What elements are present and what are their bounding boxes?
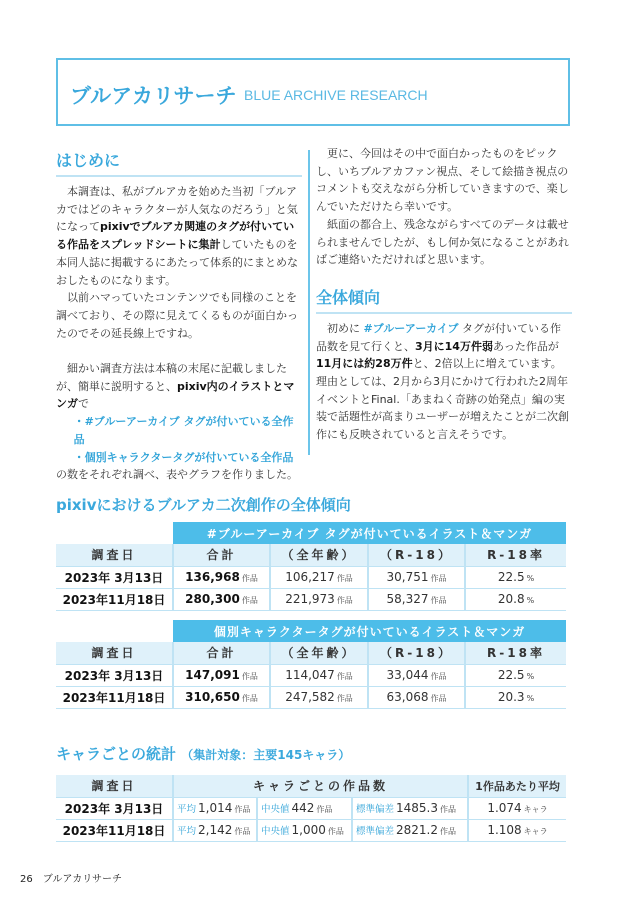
paragraph [316, 145, 572, 216]
value-cell-value: 63,068 [386, 690, 429, 704]
unit-label: 作品 [430, 596, 447, 605]
column-header [173, 642, 270, 664]
unit-label: 作品 [430, 672, 447, 681]
date-cell-value: 2023年 3月13日 [64, 570, 164, 585]
text: あった作品が [492, 339, 559, 353]
stat-cell [173, 797, 257, 819]
date-cell-value: 2023年11月18日 [62, 592, 166, 607]
unit-label: % [526, 596, 535, 605]
value-cell [465, 686, 566, 708]
stat-value: 1,014 [198, 801, 233, 815]
value-cell-value: 58,327 [386, 592, 429, 606]
unit-label: % [526, 574, 535, 583]
stat-cell [173, 819, 257, 841]
date-cell [56, 819, 173, 841]
date-cell [56, 588, 173, 610]
overall-table-2 [56, 620, 566, 709]
band-header-value: 個別キャラクタータグが付いているイラスト＆マンガ [213, 624, 526, 639]
value-cell-value: 106,217 [285, 570, 335, 584]
average-cell [468, 797, 566, 819]
column-header-value: （R-18） [380, 548, 453, 563]
unit-label: 作品 [440, 827, 457, 836]
chara-subtitle: （集計対象：主要145キャラ） [181, 748, 351, 762]
stat-label: 中央値 [261, 804, 290, 815]
value-cell [368, 588, 465, 610]
value-cell-value: 33,044 [386, 668, 429, 682]
unit-label: 作品 [241, 694, 258, 703]
column-header [465, 544, 566, 566]
unit-label: 作品 [241, 672, 258, 681]
value-cell-value: 280,300 [185, 592, 240, 606]
value-cell [465, 664, 566, 686]
unit-label: 作品 [336, 596, 353, 605]
column-header-value: R-18率 [487, 548, 545, 563]
text: 細かい調査方法は本稿の末尾に記載しましたが、簡単に説明すると、 [56, 362, 287, 393]
chara-title [56, 743, 350, 764]
bold-text: pixiv内のイラストとマンガ [56, 379, 295, 411]
table-row [56, 686, 566, 708]
date-cell [56, 664, 173, 686]
text: と、2倍以上に増えています。理由としては、2月から3月にかけて行われた2周年イベントとFinal.「あまねく奇跡の始発点」編の実装で話題性が高まりユーザーが増えたことが二次創作にも反映されていると言えそうです。 [316, 357, 569, 442]
unit-label: % [526, 672, 535, 681]
stat-value: 2821.2 [396, 823, 439, 837]
chara-table [56, 775, 566, 842]
band-header [173, 522, 566, 544]
bold-text: 3月に14万件弱 [415, 339, 493, 353]
date-cell [56, 566, 173, 588]
column-header [56, 544, 173, 566]
value-cell [173, 664, 270, 686]
tag-text: #ブルーアーカイブ [363, 321, 459, 335]
column-header [56, 642, 173, 664]
value-cell-value: 22.5 [497, 570, 525, 584]
overall-title: pixivにおけるブルアカ二次創作の全体傾向 [56, 496, 351, 514]
date-cell-value: 2023年11月18日 [62, 823, 166, 838]
chara-title-text: キャラごとの統計 [56, 745, 177, 763]
band-row [56, 620, 566, 642]
date-cell-value: 2023年 3月13日 [64, 801, 164, 816]
text: で [78, 397, 89, 411]
average-cell-value: 1.074 [487, 801, 522, 815]
paragraph [316, 320, 572, 444]
stat-value: 1485.3 [396, 801, 439, 815]
column-header [465, 642, 566, 664]
header-row [56, 544, 566, 566]
empty-cell [56, 620, 173, 642]
paragraph [56, 466, 302, 484]
header-row [56, 642, 566, 664]
average-cell [468, 819, 566, 841]
value-cell [270, 686, 368, 708]
paragraph [56, 449, 302, 467]
value-cell-value: 136,968 [185, 570, 240, 584]
stat-label: 中央値 [261, 826, 290, 837]
unit-label: 作品 [327, 827, 344, 836]
band-row [56, 522, 566, 544]
intro-body [56, 183, 302, 484]
text: ・個別キャラクタータグが付いている全作品 [73, 450, 294, 464]
unit-label: 作品 [336, 694, 353, 703]
table-row [56, 566, 566, 588]
table-row [56, 664, 566, 686]
column-header [368, 642, 465, 664]
date-cell-value: 2023年11月18日 [62, 690, 166, 705]
value-cell [368, 686, 465, 708]
paragraph [56, 360, 302, 413]
trend-heading: 全体傾向 [316, 287, 572, 314]
right-body [316, 145, 572, 269]
table-row [56, 819, 566, 841]
unit-label: 作品 [440, 805, 457, 814]
value-cell-value: 114,047 [285, 668, 335, 682]
text: ・#ブルーアーカイブ タグが付いている全作品 [73, 415, 294, 446]
column-header-value: R-18率 [487, 646, 545, 661]
stat-cell [352, 819, 468, 841]
stat-label: 平均 [177, 804, 197, 815]
paragraph [56, 289, 302, 342]
average-cell-value: 1.108 [487, 823, 522, 837]
stat-label: 平均 [177, 826, 197, 837]
trend-body [316, 320, 572, 444]
value-cell [173, 566, 270, 588]
unit-label: 作品 [234, 827, 251, 836]
unit-label: 作品 [336, 574, 353, 583]
value-cell [465, 566, 566, 588]
band-header-value: #ブルーアーカイブ タグが付いているイラスト＆マンガ [206, 526, 533, 541]
column-header-value: 調査日 [91, 779, 137, 794]
date-cell [56, 686, 173, 708]
value-cell-value: 20.8 [497, 592, 525, 606]
value-cell-value: 310,650 [185, 690, 240, 704]
value-cell [465, 588, 566, 610]
text: していたものを本同人誌に掲載するにあたって体系的にまとめなおしたものになります。 [56, 238, 298, 287]
date-cell-value: 2023年 3月13日 [64, 668, 164, 683]
bold-text: pixivでブルアカ関連のタグが付いている作品をスプレッドシートに集計 [56, 220, 295, 252]
title-box [56, 58, 570, 126]
value-cell-value: 30,751 [386, 570, 429, 584]
value-cell [270, 664, 368, 686]
unit-label: キャラ [523, 805, 548, 814]
value-cell-value: 247,582 [285, 690, 335, 704]
table-row [56, 797, 566, 819]
unit-label: % [526, 694, 535, 703]
date-cell [56, 797, 173, 819]
column-header-value: 合計 [206, 646, 237, 661]
unit-label: 作品 [241, 574, 258, 583]
table-row [56, 588, 566, 610]
unit-label: 作品 [234, 805, 251, 814]
band-header [173, 620, 566, 642]
unit-label: 作品 [336, 672, 353, 681]
column-header [368, 544, 465, 566]
stat-cell [257, 797, 352, 819]
text: タグが付いている作品数を見て行くと、 [316, 321, 562, 353]
value-cell-value: 221,973 [285, 592, 335, 606]
paragraph [56, 413, 302, 448]
overall-table-1 [56, 522, 566, 611]
title-en: BLUE ARCHIVE RESEARCH [244, 87, 428, 103]
value-cell-value: 20.3 [497, 690, 525, 704]
column-header [173, 544, 270, 566]
text [56, 344, 60, 357]
paragraph [316, 216, 572, 269]
page-footer [20, 870, 122, 885]
empty-cell [56, 522, 173, 544]
text: 初めに [327, 321, 364, 335]
unit-label: 作品 [241, 596, 258, 605]
text: の数をそれぞれ調べ、表やグラフを作りました。 [56, 468, 298, 482]
right-column [316, 145, 572, 444]
paragraph [56, 342, 302, 360]
column-header [270, 642, 368, 664]
column-header-value: 1作品あたり平均 [475, 779, 560, 793]
value-cell [173, 588, 270, 610]
unit-label: 作品 [316, 805, 333, 814]
header-row [56, 775, 566, 797]
column-header-value: （R-18） [380, 646, 453, 661]
stat-value: 2,142 [198, 823, 233, 837]
stat-cell [257, 819, 352, 841]
column-divider [308, 150, 310, 455]
value-cell [368, 664, 465, 686]
stat-label: 標準偏差 [356, 804, 395, 815]
stat-label: 標準偏差 [356, 826, 395, 837]
column-header [270, 544, 368, 566]
value-cell [270, 566, 368, 588]
stat-cell [352, 797, 468, 819]
column-header-value: （全年齢） [281, 646, 357, 661]
value-cell-value: 147,091 [185, 668, 240, 682]
paragraph [56, 183, 302, 289]
unit-label: 作品 [430, 574, 447, 583]
value-cell [368, 566, 465, 588]
column-header [468, 775, 566, 797]
text: 以前ハマっていたコンテンツでも同様のことを調べており、その際に見えてくるものが面白かったのでその延長線上ですね。 [56, 291, 298, 340]
text: 更に、今回はその中で面白かったものをピックし、いちブルアカファン視点、そして絵描き視点のコメントも交えながら分析していきますので、楽しんでいただけたら幸いです。 [316, 147, 569, 214]
column-header-value: 調査日 [91, 646, 137, 661]
intro-column [56, 150, 302, 484]
column-header [56, 775, 173, 797]
column-header-value: キャラごとの作品数 [252, 779, 388, 794]
value-cell [270, 588, 368, 610]
stat-value: 442 [291, 801, 315, 815]
column-header-value: 合計 [206, 548, 237, 563]
unit-label: キャラ [523, 827, 548, 836]
column-header-value: （全年齢） [281, 548, 357, 563]
column-header-value: 調査日 [91, 548, 137, 563]
footer-title: ブルアカリサーチ [42, 874, 123, 885]
unit-label: 作品 [430, 694, 447, 703]
title-jp: ブルアカリサーチ [70, 84, 237, 108]
bold-text: 11月には約28万件 [316, 357, 413, 371]
text: 本調査は、私がブルアカを始めた当初「ブルアカではどのキャラクターが人気なのだろう」と気になって [56, 185, 298, 234]
text: 紙面の都合上、残念ながらすべてのデータは載せられませんでしたが、もし何か気になることがあればご連絡いただければと思います。 [316, 217, 569, 267]
column-header [173, 775, 468, 797]
stat-value: 1,000 [291, 823, 326, 837]
intro-heading: はじめに [56, 150, 302, 177]
value-cell [173, 686, 270, 708]
page-number: 26 [20, 874, 33, 885]
value-cell-value: 22.5 [497, 668, 525, 682]
